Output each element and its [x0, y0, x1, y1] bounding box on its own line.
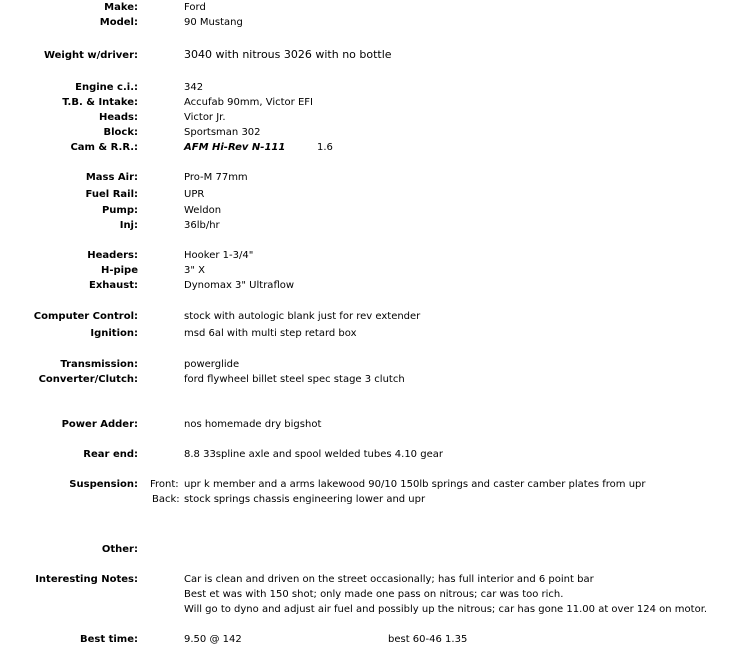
power-adder-label: Power Adder: — [61, 419, 138, 430]
other-label: Other: — [101, 544, 138, 555]
notes-line-1: Car is clean and driven on the street occasionally; has full interior and 6 point bar — [184, 574, 594, 585]
ignition-value: msd 6al with multi step retard box — [184, 328, 357, 339]
weight-value: 3040 with nitrous 3026 with no bottle — [184, 48, 392, 61]
suspension-back-label: Back: — [152, 494, 180, 505]
notes-line-2: Best et was with 150 shot; only made one pass on nitrous; car was too rich. — [184, 589, 564, 600]
model-label: Model: — [99, 17, 138, 28]
best-time-value: 9.50 @ 142 — [184, 634, 242, 645]
best-60ft-value: best 60-46 1.35 — [388, 634, 468, 645]
weight-label: Weight w/driver: — [43, 50, 138, 61]
suspension-back-value: stock springs chassis engineering lower and upr — [184, 494, 426, 505]
hpipe-value: 3" X — [184, 265, 205, 276]
notes-line-3: Will go to dyno and adjust air fuel and possibly up the nitrous; car has gone 11.00 at over 124 on motor. — [184, 604, 708, 615]
rear-end-value: 8.8 33spline axle and spool welded tubes 4.10 gear — [184, 449, 443, 460]
make-value: Ford — [184, 2, 206, 13]
mass-air-label: Mass Air: — [85, 172, 138, 183]
best-time-label: Best time: — [79, 634, 138, 645]
rocker-ratio-value: 1.6 — [317, 142, 333, 153]
suspension-label: Suspension: — [69, 479, 138, 490]
fuel-rail-value: UPR — [184, 189, 205, 200]
heads-label: Heads: — [98, 112, 138, 123]
tb-intake-value: Accufab 90mm, Victor EFI — [184, 97, 313, 108]
cam-value: AFM Hi-Rev N-111 — [184, 142, 286, 153]
engine-value: 342 — [184, 82, 204, 93]
transmission-label: Transmission: — [60, 359, 138, 370]
cam-label: Cam & R.R.: — [70, 142, 138, 153]
transmission-value: powerglide — [184, 359, 240, 370]
heads-value: Victor Jr. — [184, 112, 226, 123]
pump-label: Pump: — [101, 205, 138, 216]
exhaust-value: Dynomax 3" Ultraflow — [184, 280, 295, 291]
rear-end-label: Rear end: — [83, 449, 138, 460]
headers-value: Hooker 1-3/4" — [184, 250, 254, 261]
headers-label: Headers: — [87, 250, 138, 261]
ignition-label: Ignition: — [90, 328, 138, 339]
fuel-rail-label: Fuel Rail: — [85, 189, 138, 200]
make-label: Make: — [104, 2, 138, 13]
inj-value: 36lb/hr — [184, 220, 220, 231]
converter-value: ford flywheel billet steel spec stage 3 clutch — [184, 374, 405, 385]
block-value: Sportsman 302 — [184, 127, 261, 138]
tb-intake-label: T.B. & Intake: — [62, 97, 138, 108]
computer-label: Computer Control: — [33, 311, 138, 322]
suspension-front-label: Front: — [150, 479, 179, 490]
model-value: 90 Mustang — [184, 17, 243, 28]
engine-label: Engine c.i.: — [75, 82, 138, 93]
block-label: Block: — [103, 127, 138, 138]
notes-label: Interesting Notes: — [35, 574, 138, 585]
hpipe-label: H-pipe — [100, 265, 138, 276]
exhaust-label: Exhaust: — [89, 280, 138, 291]
inj-label: Inj: — [119, 220, 138, 231]
converter-label: Converter/Clutch: — [38, 374, 138, 385]
computer-value: stock with autologic blank just for rev extender — [184, 311, 421, 322]
mass-air-value: Pro-M 77mm — [184, 172, 248, 183]
power-adder-value: nos homemade dry bigshot — [184, 419, 322, 430]
pump-value: Weldon — [184, 205, 222, 216]
suspension-front-value: upr k member and a arms lakewood 90/10 150lb springs and caster camber plates from upr — [184, 479, 646, 490]
